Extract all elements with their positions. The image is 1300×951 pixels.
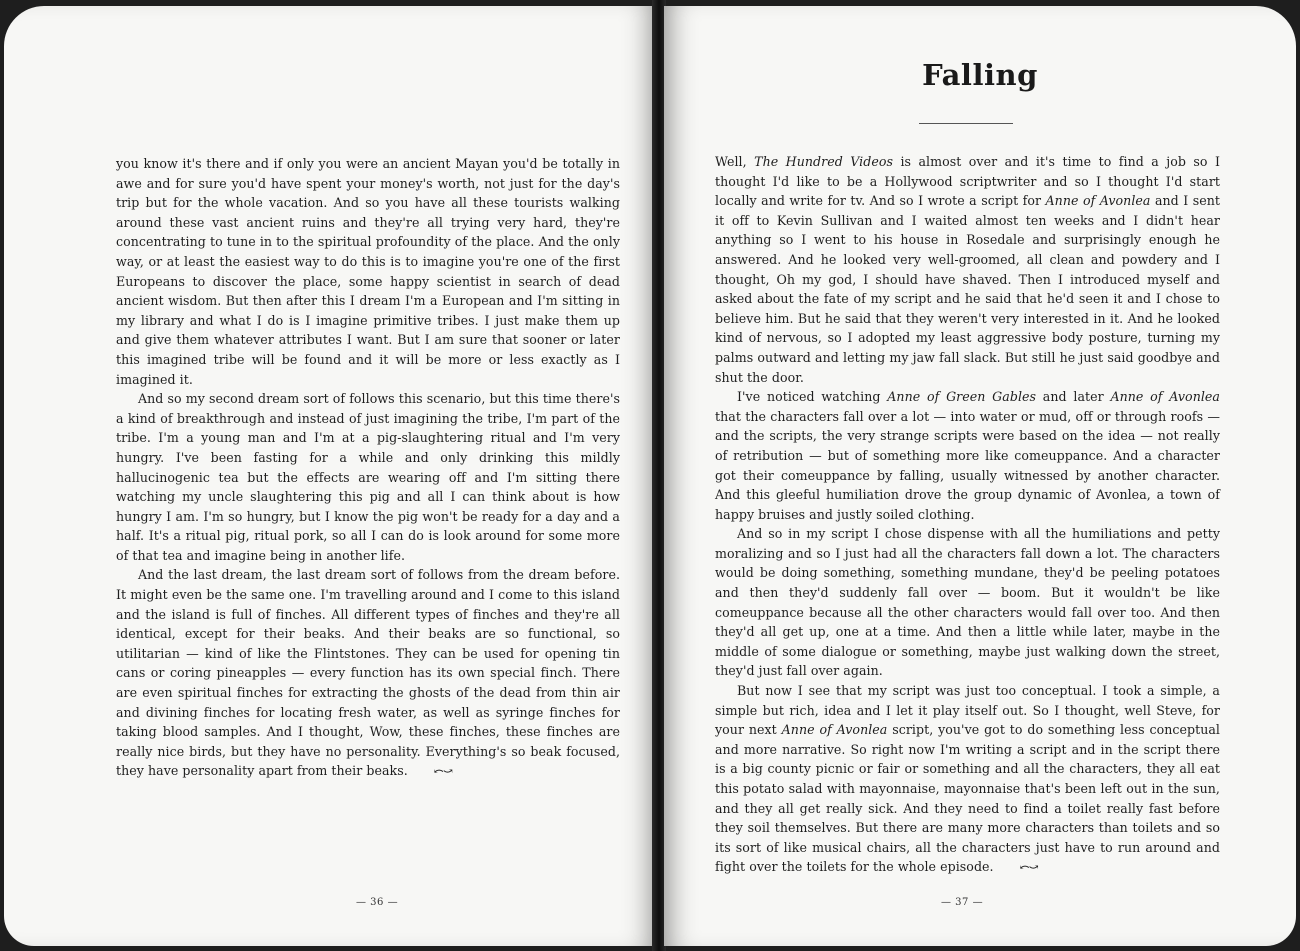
paragraph xyxy=(715,681,1220,878)
italic-title: Anne of Avonlea xyxy=(781,722,888,738)
paragraph xyxy=(116,565,620,782)
text-run: But now I see that my script was just too conceptual. I took a simple, a simple but rich, idea and I let it play itself out. So I thought, well Steve, for your next xyxy=(715,683,1220,738)
title-divider xyxy=(919,123,1013,124)
paragraph-text: And the last dream, the last dream sort of follows from the dream before. It might even be the same one. I'm travelling around and I come to this island and the island is full of finches. All different types of finches and they're all identical, except for their beaks. And their beaks are so functional, so utilitarian — kind of like the Flintstones. They can be used for opening tin cans or coring pineapples — every function has its own special finch. There are even spiritual finches for extracting the ghosts of the dead from thin air and divining finches for locating fresh water, as well as syringe finches for taking blood samples. And I thought, Wow, these finches, these finches are really nice birds, but they have no personality. Everything's so beak focused, they have personality apart from their beaks. xyxy=(116,567,620,779)
italic-title: The Hundred Videos xyxy=(754,154,894,169)
left-page-body xyxy=(116,154,620,782)
paragraph: And so my second dream sort of follows this scenario, but this time there's a kind of breakthrough and instead of just imagining the tribe, I'm part of the tribe. I'm a young man and I'm at a pig-slaughtering ritual and I'm very hungry. I've been fasting for a while and only drinking this mildly hallucinogenic tea but the effects are wearing off and I'm sitting there watching my uncle slaughtering this pig and all I can think about is how hungry I am. I'm so hungry, but I know the pig won't be ready for a day and a half. It's a ritual pig, ritual pork, so all I can do is look around for some more of that tea and imagine being in another life. xyxy=(116,391,620,563)
paragraph xyxy=(715,152,1220,387)
paragraph: you know it's there and if only you were an ancient Mayan you'd be totally in awe and for sure you'd have spent your money's worth, not just for the day's trip but for the whole vacation. And so you have all these tourists walking around these vast ancient ruins and they're all trying very hard, they're concentrating to tune in to the spiritual profoundity of the place. And the only way, or at least the easiest way to do this is to imagine you're one of the first Europeans to discover the place, some happy scientist in search of dead ancient wisdom. But then after this I dream I'm a European and I'm sitting in my library and what I do is I imagine primitive tribes. I just make them up and give them whatever attributes I want. But I am sure that sooner or later this imagined tribe will be found and it will be more or less exactly as I imagined it. xyxy=(116,156,620,387)
text-run: script, you've got to do something less conceptual and more narrative. So right now I'm writing a script and in the script there is a big county picnic or fair or something and all the characters, they all eat this potato salad with mayonnaise, mayonnaise that's been left out in the sun, and they all get really sick. And they need to find a toilet really fast before they soil themselves. But there are many more characters than toilets and so its sort of like musical chairs, all the characters just have to run around and fight over the toilets for the whole episode. xyxy=(715,722,1221,875)
italic-title: Anne of Avonlea xyxy=(1110,389,1220,405)
text-run: I've noticed watching xyxy=(737,389,888,405)
section-end-ornament-icon: ⤺⤻ xyxy=(433,764,452,779)
italic-title: Anne of Green Gables xyxy=(887,389,1037,405)
text-run: and I sent it off to Kevin Sullivan and I waited almost ten weeks and I didn't hear anything so I went to his house in Rosedale and surprisingly enough he answered. And he looked very well-groomed, all clean and powdery and I thought, Oh my god, I should have shaved. Then I introduced myself and asked about the fate of my script and he said that he'd seen it and I chose to believe him. But he said that they weren't very interested in it. And he looked kind of nervous, so I adopted my least aggressive body posture, turning my palms outward and letting my jaw fall slack. But still he just said goodbye and shut the door. xyxy=(715,193,1220,385)
text-run: and later xyxy=(1036,389,1111,405)
italic-title: Anne of Avonlea xyxy=(1045,193,1151,209)
right-page xyxy=(664,6,1296,946)
section-end-ornament-icon: ⤺⤻ xyxy=(1019,860,1038,875)
page-number: — 36 — xyxy=(356,897,399,908)
text-run: is almost over and it's time to find a job so I thought I'd like to be a Hollywood scriptwriter and so I thought I'd start locally and write for tv. And so I wrote a script for xyxy=(715,154,1220,209)
left-page xyxy=(4,6,656,946)
right-page-body xyxy=(715,152,1220,878)
chapter-title: Falling xyxy=(922,58,1038,92)
text-run: And so in my script I chose dispense with all the humiliations and petty moralizing and so I just had all the characters fall down a lot. The characters would be doing something, something mundane, they'd be peeling potatoes and then they'd suddenly fall over — boom. But it wouldn't be like comeuppance because all the other characters would fall over too. And then they'd all get up, one at a time. And then a little while later, maybe in the middle of some dialogue or something, maybe just walking down the street, they'd just fall over again. xyxy=(715,526,1220,679)
paragraph xyxy=(715,524,1220,681)
text-run: that the characters fall over a lot — into water or mud, off or through roofs — and the scripts, the very strange scripts were based on the idea — not really of retribution — but of something more like comeuppance. And a character got their comeuppance by falling, usually witnessed by another character. And this gleeful humiliation drove the group dynamic of Avonlea, a town of happy bruises and justly soiled clothing. xyxy=(715,408,1220,522)
text-run: Well, xyxy=(715,154,755,169)
page-number: — 37 — xyxy=(941,897,984,908)
paragraph xyxy=(715,387,1220,524)
